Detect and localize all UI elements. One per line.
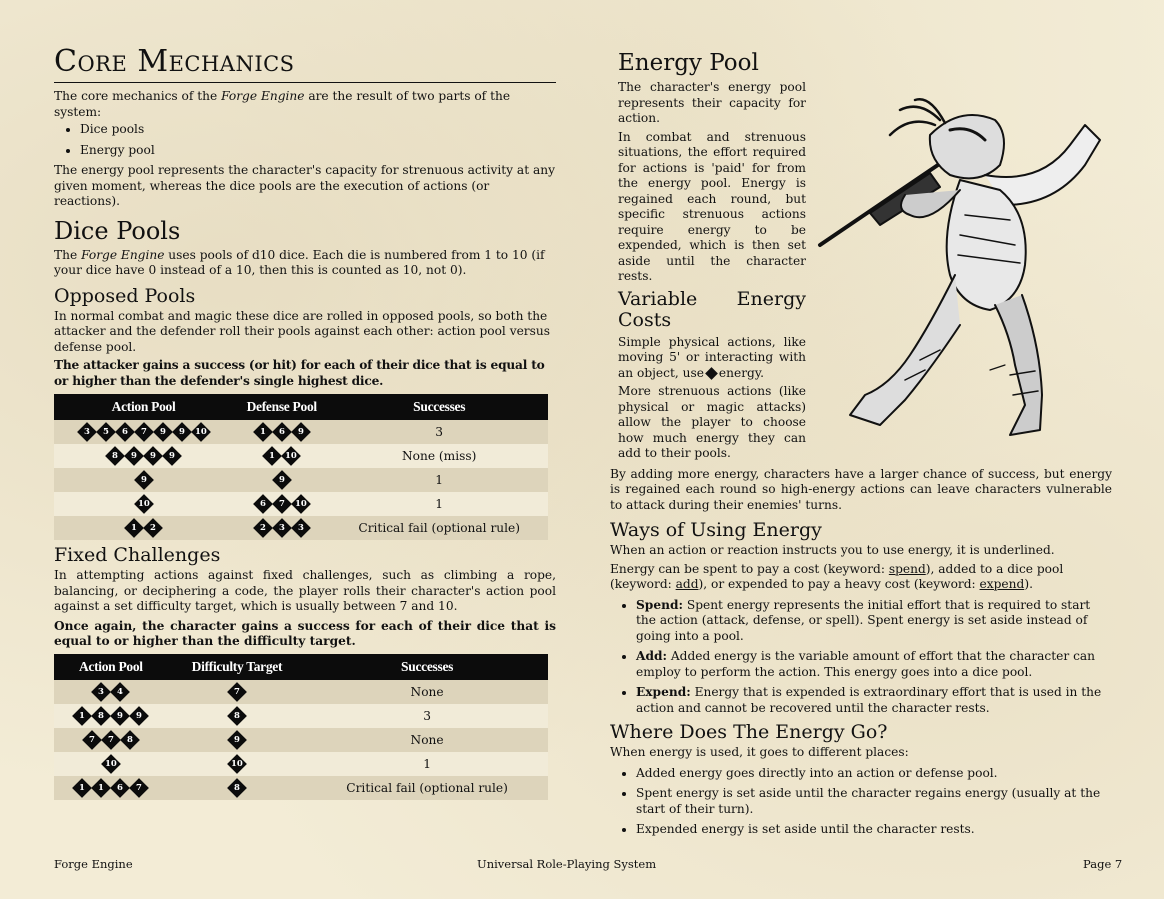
dice-cell [54, 468, 233, 492]
d10-die-icon: 1 [72, 706, 92, 726]
successes-cell: Critical fail (optional rule) [306, 776, 548, 800]
opposed-pools-heading: Opposed Pools [54, 284, 196, 307]
fixed-rule: Once again, the character gains a success for each of their dice that is equal to or higher than the difficulty target. [54, 618, 556, 648]
table-row [54, 492, 548, 516]
d10-die-icon: 2 [253, 518, 273, 538]
d10-die-icon: 6 [115, 422, 135, 442]
footer-left: Forge Engine [54, 857, 133, 871]
table-row [54, 420, 548, 444]
dice-cell [54, 492, 233, 516]
d10-die-icon: 2 [143, 518, 163, 538]
d10-die-icon: 8 [227, 706, 247, 726]
table-row [54, 752, 548, 776]
successes-cell: Critical fail (optional rule) [330, 516, 548, 540]
dice-cell [54, 752, 168, 776]
d10-die-icon: 3 [77, 422, 97, 442]
fixed-challenges-table [54, 654, 548, 800]
d10-die-icon: 7 [129, 778, 149, 798]
dice-cell [54, 680, 168, 704]
d10-die-icon: 8 [91, 706, 111, 726]
table-row [54, 680, 548, 704]
variable-text-3: By adding more energy, characters have a larger chance of success, but energy is regained each round so high-energy actions can leave characters vulnerable to attack during their enemies' turns. [610, 466, 1112, 512]
where-text: When energy is used, it goes to different places: [610, 745, 909, 759]
column-header: Successes [330, 394, 548, 420]
d10-die-icon: 7 [101, 730, 121, 750]
list-item: • Spend: Spent energy represents the initial effort that is required to start the action (attack, defense, or spell). Spent energy is set aside instead of going into a pool. [636, 598, 1112, 645]
d10-die-icon: 10 [191, 422, 211, 442]
d10-die-icon: 9 [153, 422, 173, 442]
d10-die-icon: 7 [134, 422, 154, 442]
intro-text: The core mechanics of the Forge Engine are the result of two parts of the system: [54, 89, 511, 119]
dice-cell [54, 444, 233, 468]
dice-pools-heading: Dice Pools [54, 216, 181, 245]
dice-cell [168, 776, 306, 800]
list-item: • Spent energy is set aside until the character regains energy (usually at the start of their turn). [636, 786, 1112, 817]
d10-die-icon: 6 [272, 422, 292, 442]
table-row [54, 776, 548, 800]
table-row [54, 704, 548, 728]
dice-cell [168, 704, 306, 728]
footer-center: Universal Role-Playing System [477, 857, 657, 871]
variable-text-2: More strenuous actions (like physical or magic attacks) allow the player to choose how much energy they can add to their pools. [618, 384, 806, 460]
d10-die-icon: 8 [120, 730, 140, 750]
ways-list [610, 598, 1112, 717]
d10-die-icon: 3 [291, 518, 311, 538]
intro-list [54, 122, 556, 158]
d10-die-icon: 8 [105, 446, 125, 466]
successes-cell: None (miss) [330, 444, 548, 468]
where-list [610, 766, 1112, 838]
d10-die-icon: 9 [291, 422, 311, 442]
ways-text-2: Energy can be spent to pay a cost (keyword: spend), added to a dice pool (keyword: add), or expended to pay a heavy cost (keyword: expend). [610, 561, 1064, 591]
successes-cell: 1 [330, 492, 548, 516]
dice-cell [168, 680, 306, 704]
footer-page-number: Page 7 [1083, 857, 1123, 871]
d10-die-icon: 10 [134, 494, 154, 514]
list-item: • Add: Added energy is the variable amount of effort that the character can employ to perform the action. This energy goes into a dice pool. [636, 649, 1112, 680]
d10-die-icon: 9 [110, 706, 130, 726]
list-item: • Added energy goes directly into an action or defense pool. [636, 766, 1112, 782]
successes-cell: None [306, 680, 548, 704]
d10-die-icon: 10 [227, 754, 247, 774]
successes-cell: 3 [330, 420, 548, 444]
dice-cell [233, 492, 330, 516]
d10-die-icon: 1 [91, 778, 111, 798]
dice-pools-text: The Forge Engine uses pools of d10 dice. Each die is numbered from 1 to 10 (if your dice have 0 instead of a 10, then this is counted as 10, not 0). [54, 247, 545, 277]
opposed-text: In normal combat and magic these dice are rolled in opposed pools, so both the attacker and the defender roll their pools against each other: action pool versus defense pool. [54, 308, 550, 354]
successes-cell: 3 [306, 704, 548, 728]
dice-cell [54, 728, 168, 752]
left-column [54, 44, 556, 800]
dice-cell [54, 516, 233, 540]
ways-heading: Ways of Using Energy [610, 519, 822, 541]
successes-cell: None [306, 728, 548, 752]
dice-cell [233, 444, 330, 468]
dice-cell [233, 468, 330, 492]
d10-die-icon: 9 [134, 470, 154, 490]
d10-die-icon: 8 [227, 778, 247, 798]
d10-die-icon: 10 [291, 494, 311, 514]
d10-die-icon: 10 [101, 754, 121, 774]
dice-cell [54, 776, 168, 800]
d10-die-icon: 1 [72, 778, 92, 798]
list-item: • Expend: Energy that is expended is extraordinary effort that is used in the action and cannot be recovered until the character rests. [636, 685, 1112, 716]
fixed-challenges-heading: Fixed Challenges [54, 544, 221, 566]
opposed-rule: The attacker gains a success (or hit) for each of their dice that is equal to or higher than the defender's single highest dice. [54, 358, 545, 388]
d10-die-icon: 1 [124, 518, 144, 538]
d10-die-icon: 6 [110, 778, 130, 798]
d10-die-icon: 9 [172, 422, 192, 442]
fixed-text: In attempting actions against fixed challenges, such as climbing a rope, balancing, or deciphering a code, the player rolls their character's action pool against a set difficulty target, which is usually between 7 and 10. [54, 568, 556, 613]
list-item: • Dice pools [80, 122, 556, 138]
ways-text-1: When an action or reaction instructs you to use energy, it is underlined. [610, 543, 1055, 557]
d10-die-icon: 1 [253, 422, 273, 442]
d10-die-icon: 7 [227, 682, 247, 702]
dice-cell [168, 728, 306, 752]
list-item: • Expended energy is set aside until the character rests. [636, 822, 1112, 838]
d10-die-icon: 9 [143, 446, 163, 466]
dice-cell [168, 752, 306, 776]
d10-die-icon: 9 [272, 470, 292, 490]
dice-cell [54, 704, 168, 728]
intro-paragraph-2: The energy pool represents the character's capacity for strenuous activity at any given moment, whereas the dice pools are the execution of actions (or reactions). [54, 163, 555, 208]
d10-die-icon: 7 [82, 730, 102, 750]
d10-die-icon: 9 [129, 706, 149, 726]
dice-cell [233, 516, 330, 540]
variable-text-1: Simple physical actions, like moving 5' or interacting with an object, use energy. [618, 334, 806, 380]
d10-die-icon: 9 [124, 446, 144, 466]
successes-cell: 1 [306, 752, 548, 776]
successes-cell: 1 [330, 468, 548, 492]
energy-pool-heading: Energy Pool [618, 50, 759, 76]
energy-pool-text-2: In combat and strenuous situations, the effort required for actions is 'paid' for from the energy pool. Energy is regained each round, but specific strenuous actions require energy to be expended, which is then set aside until the character rests. [618, 129, 806, 283]
d10-die-icon: 7 [272, 494, 292, 514]
dice-cell [233, 420, 330, 444]
d10-die-icon: 4 [110, 682, 130, 702]
column-header: Defense Pool [233, 394, 330, 420]
opposed-pools-table [54, 394, 548, 540]
d10-die-icon: 1 [262, 446, 282, 466]
d10-die-icon: 5 [96, 422, 116, 442]
d10-die-icon: 6 [253, 494, 273, 514]
dice-cell [54, 420, 233, 444]
variable-energy-heading: Variable Energy Costs [618, 287, 806, 331]
column-header: Action Pool [54, 654, 168, 680]
d10-die-icon: 9 [227, 730, 247, 750]
table-row [54, 444, 548, 468]
energy-pool-text-1: The character's energy pool represents their capacity for action. [618, 80, 806, 125]
character-illustration [810, 95, 1110, 455]
where-heading: Where Does The Energy Go? [610, 721, 888, 743]
table-row [54, 468, 548, 492]
table-row [54, 516, 548, 540]
column-header: Successes [306, 654, 548, 680]
table-row [54, 728, 548, 752]
d10-die-icon: 3 [272, 518, 292, 538]
d10-die-icon: 3 [91, 682, 111, 702]
column-header: Difficulty Target [168, 654, 306, 680]
chapter-title: Core Mechanics [54, 44, 556, 83]
column-header: Action Pool [54, 394, 233, 420]
d10-die-icon: 10 [281, 446, 301, 466]
d10-die-icon: 9 [162, 446, 182, 466]
energy-diamond-icon [705, 367, 718, 380]
list-item: • Energy pool [80, 143, 556, 159]
